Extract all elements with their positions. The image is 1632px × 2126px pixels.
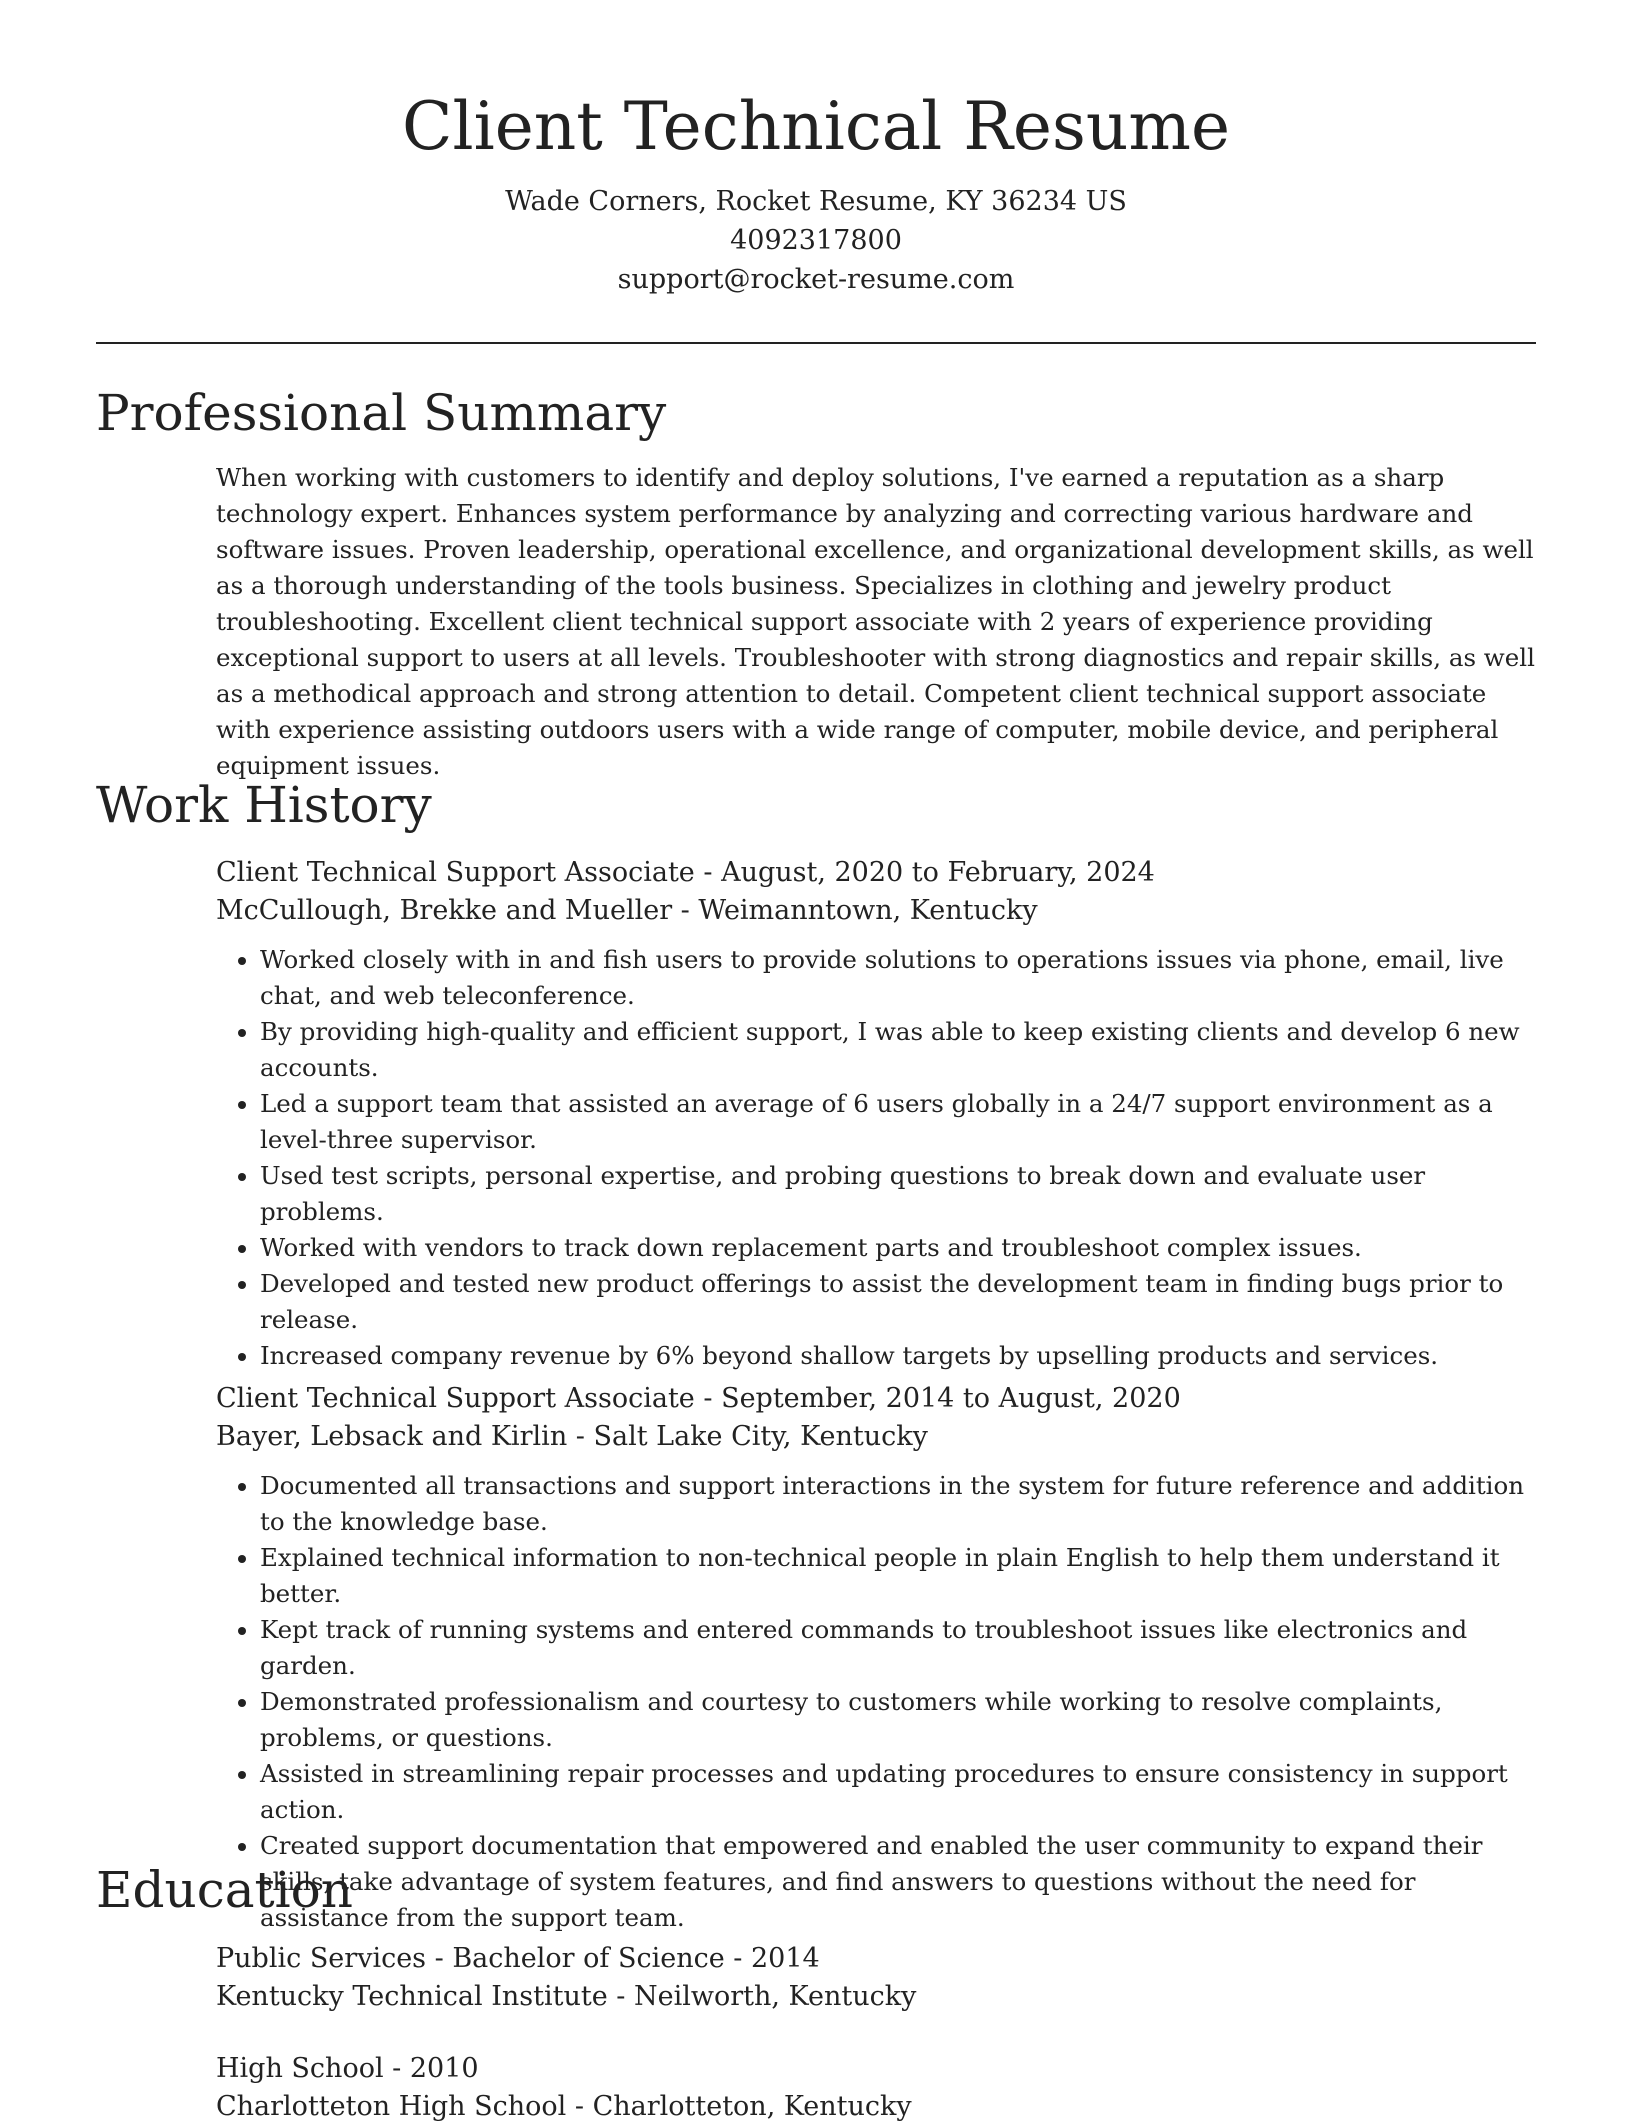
section-title-education: Education [96, 1861, 353, 1919]
education-degree-line: Public Services - Bachelor of Science - 2014 [216, 1943, 820, 1974]
education-degree-line: High School - 2010 [216, 2053, 479, 2084]
section-title-summary: Professional Summary [96, 384, 667, 442]
summary-text: When working with customers to identify and deploy solutions, I've earned a reputation as a sharp technology expert. Enhances system performance by analyzing and correcting various hardware and software issues. Proven leadership, operational excellence, and organizational development skills, as well as a thorough understanding of the tools business. Specializes in clothing and jewelry product troubleshooting. Excellent client technical support associate with 2 years of experience providing exceptional support to users at all levels. Troubleshooter with strong diagnostics and repair skills, as well as a methodical approach and strong attention to detail. Competent client technical support associate with experience assisting outdoors users with a wide range of computer, mobile device, and peripheral equipment issues. [216, 463, 1535, 780]
contact-phone: 4092317800 [730, 225, 902, 256]
resume-title: Client Technical Resume [402, 88, 1230, 165]
summary-block [216, 460, 1536, 784]
job-entry [216, 1380, 1536, 1936]
list-item: • Documented all transactions and support interactions in the system for future reference and addition to the knowledge base. [260, 1468, 1536, 1540]
job-bullets [216, 1468, 1536, 1936]
list-item: • Worked with vendors to track down replacement parts and troubleshoot complex issues. [260, 1230, 1536, 1266]
list-item: • Increased company revenue by 6% beyond shallow targets by upselling products and services. [260, 1338, 1536, 1374]
list-item: • Created support documentation that empowered and enabled the user community to expand their skills, take advantage of system features, and find answers to questions without the need for assistance from the support team. [260, 1828, 1536, 1936]
contact-address: Wade Corners, Rocket Resume, KY 36234 US [505, 186, 1127, 217]
list-item: • Demonstrated professionalism and courtesy to customers while working to resolve complaints, problems, or questions. [260, 1684, 1536, 1756]
list-item: • Kept track of running systems and entered commands to troubleshoot issues like electronics and garden. [260, 1612, 1536, 1684]
list-item: • Worked closely with in and fish users to provide solutions to operations issues via phone, email, live chat, and web teleconference. [260, 942, 1536, 1014]
job-title-line: Client Technical Support Associate - September, 2014 to August, 2020 [216, 1383, 1181, 1414]
contact-info [0, 182, 1632, 299]
section-title-work-history: Work History [96, 776, 432, 834]
job-bullets [216, 942, 1536, 1374]
list-item: • Led a support team that assisted an average of 6 users globally in a 24/7 support environment as a level-three supervisor. [260, 1086, 1536, 1158]
education-entry [216, 2050, 1536, 2126]
job-entry [216, 854, 1536, 1374]
job-company-line: McCullough, Brekke and Mueller - Weimanntown, Kentucky [216, 895, 1038, 926]
job-company-line: Bayer, Lebsack and Kirlin - Salt Lake City, Kentucky [216, 1421, 928, 1452]
resume-header [0, 0, 1632, 299]
job-title-line: Client Technical Support Associate - August, 2020 to February, 2024 [216, 857, 1155, 888]
list-item: • Used test scripts, personal expertise, and probing questions to break down and evaluate user problems. [260, 1158, 1536, 1230]
list-item: • Assisted in streamlining repair processes and updating procedures to ensure consistency in support action. [260, 1756, 1536, 1828]
education-entry [216, 1940, 1536, 2016]
contact-email: support@rocket-resume.com [617, 264, 1015, 295]
list-item: • Explained technical information to non-technical people in plain English to help them understand it better. [260, 1540, 1536, 1612]
list-item: • By providing high-quality and efficient support, I was able to keep existing clients and develop 6 new accounts. [260, 1014, 1536, 1086]
header-divider [96, 342, 1536, 344]
education-school-line: Kentucky Technical Institute - Neilworth, Kentucky [216, 1981, 917, 2012]
education-school-line: Charlotteton High School - Charlotteton, Kentucky [216, 2091, 912, 2122]
list-item: • Developed and tested new product offerings to assist the development team in finding bugs prior to release. [260, 1266, 1536, 1338]
